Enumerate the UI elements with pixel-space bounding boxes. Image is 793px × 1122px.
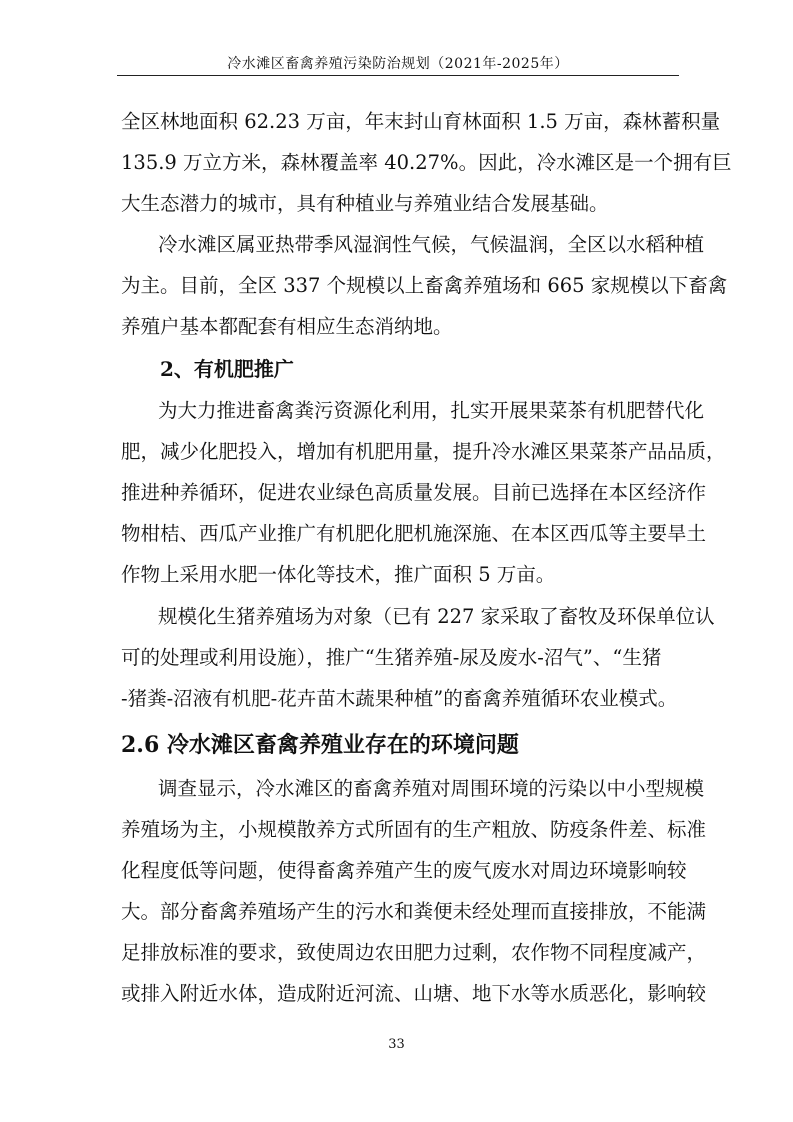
body-line: 135.9 万立方米，森林覆盖率 40.27%。因此，冷水滩区是一个拥有巨 <box>121 151 732 174</box>
body-line: 足排放标准的要求，致使周边农田肥力过剩，农作物不同程度减产， <box>121 941 707 964</box>
body-line: 或排入附近水体，造成附近河流、山塘、地下水等水质恶化，影响较 <box>121 982 707 1005</box>
body-line: 规模化生猪养殖场为对象（已有 227 家采取了畜牧及环保单位认 <box>158 605 715 628</box>
section-heading: 2.6 冷水滩区畜禽养殖业存在的环境问题 <box>121 732 519 758</box>
body-line: 为主。目前，全区 337 个规模以上畜禽养殖场和 665 家规模以下畜禽 <box>121 274 728 297</box>
body-line: 推进种养循环，促进农业绿色高质量发展。目前已选择在本区经济作 <box>121 481 707 504</box>
page-number: 33 <box>388 1037 405 1052</box>
body-line: 养殖场为主，小规模散养方式所固有的生产粗放、防疫条件差、标准 <box>121 818 707 841</box>
body-line: 冷水滩区属亚热带季风湿润性气候，气候温润，全区以水稻种植 <box>158 233 705 256</box>
body-line: 为大力推进畜禽粪污资源化利用，扎实开展果菜茶有机肥替代化 <box>158 399 705 422</box>
body-line: 养殖户基本都配套有相应生态消纳地。 <box>121 315 453 338</box>
body-line: -猪粪-沼液有机肥-花卉苗木蔬果种植”的畜禽养殖循环农业模式。 <box>121 687 678 710</box>
body-line: 全区林地面积 62.23 万亩，年末封山育林面积 1.5 万亩，森林蓄积量 <box>121 110 721 133</box>
running-header: 冷水滩区畜禽养殖污染防治规划（2021年-2025年） <box>227 56 569 72</box>
body-line: 可的处理或利用设施），推广“生猪养殖-尿及废水-沼气”、“生猪 <box>121 646 662 669</box>
body-line: 作物上采用水肥一体化等技术，推广面积 5 万亩。 <box>121 563 556 586</box>
body-line: 调查显示，冷水滩区的畜禽养殖对周围环境的污染以中小型规模 <box>158 777 705 800</box>
body-line: 大生态潜力的城市，具有种植业与养殖业结合发展基础。 <box>121 192 609 215</box>
body-line: 化程度低等问题，使得畜禽养殖产生的废气废水对周边环境影响较 <box>121 859 687 882</box>
body-line: 物柑桔、西瓜产业推广有机肥化肥机施深施、在本区西瓜等主要旱土 <box>121 522 707 545</box>
subsection-heading: 2、有机肥推广 <box>160 357 294 381</box>
body-line: 肥，减少化肥投入，增加有机肥用量，提升冷水滩区果菜茶产品品质， <box>121 440 726 463</box>
body-line: 大。部分畜禽养殖场产生的污水和粪便未经处理而直接排放，不能满 <box>121 900 707 923</box>
header-rule <box>117 75 679 76</box>
